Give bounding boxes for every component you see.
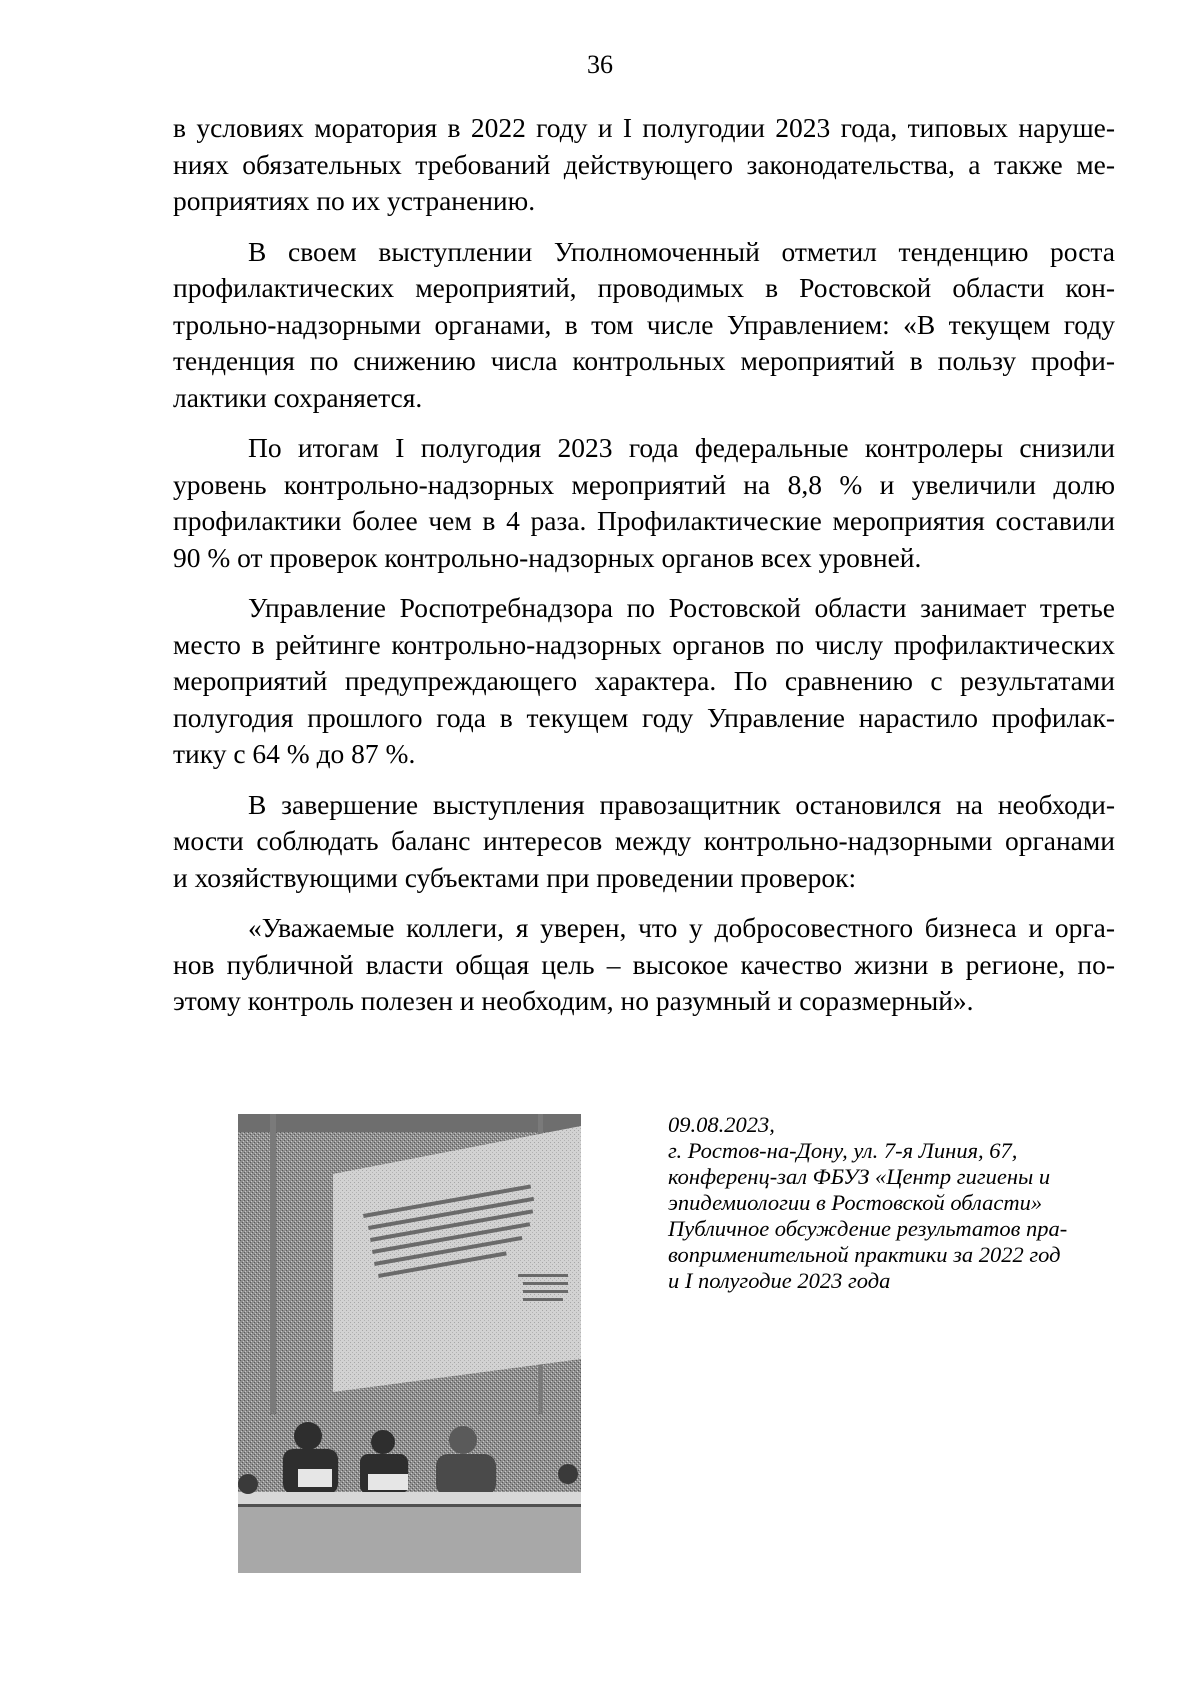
caption-line: 09.08.2023, (668, 1112, 775, 1137)
text-line: В своем выступлении Уполномоченный отметил тенденцию роста (248, 235, 1115, 267)
text-line: В завершение выступления правозащитник остановился на необходи- (248, 788, 1115, 820)
paragraph (173, 110, 1115, 220)
text-line: и хозяйствующими субъектами при проведении проверок: (173, 861, 857, 893)
caption-line: и I полугодие 2023 года (668, 1268, 891, 1293)
caption-line: эпидемиологии в Ростовской области» (668, 1190, 1043, 1215)
text-line: уровень контрольно-надзорных мероприятий на 8,8 % и увеличили долю (173, 468, 1115, 500)
text-line: тику с 64 % до 87 %. (173, 738, 416, 769)
paragraph (173, 787, 1115, 897)
text-line: место в рейтинге контрольно-надзорных органов по числу профилактических (173, 628, 1115, 660)
text-line: полугодия прошлого года в текущем году Управление нарастило профилак- (173, 701, 1115, 733)
caption-line: Публичное обсуждение результатов пра- (668, 1216, 1068, 1241)
paragraph (173, 430, 1115, 576)
text-line: профилактики более чем в 4 раза. Профилактические мероприятия составили (173, 505, 1115, 536)
text-line: 90 % от проверок контрольно-надзорных органов всех уровней. (173, 541, 922, 573)
text-line: тенденция по снижению числа контрольных мероприятий в пользу профи- (173, 345, 1115, 376)
body-text (173, 110, 1115, 1034)
caption-line: г. Ростов-на-Дону, ул. 7-я Линия, 67, (668, 1138, 1018, 1163)
text-line: трольно-надзорными органами, в том числе Управлением: «В текущем году (173, 308, 1115, 340)
text-line: этому контроль полезен и необходим, но разумный и соразмерный». (173, 985, 974, 1016)
text-line: в условиях моратория в 2022 году и I полугодии 2023 года, типовых наруше- (173, 112, 1115, 143)
text-line: мости соблюдать баланс интересов между контрольно-надзорными органами (173, 825, 1115, 856)
text-line: ниях обязательных требований действующего законодательства, а также ме- (173, 148, 1115, 180)
conference-photo (238, 1114, 581, 1573)
paragraph (173, 234, 1115, 417)
paragraph (173, 910, 1115, 1020)
text-line: «Уважаемые коллеги, я уверен, что у добросовестного бизнеса и орга- (248, 912, 1115, 943)
page-number: 36 (587, 50, 613, 79)
text-line: нов публичной власти общая цель – высокое качество жизни в регионе, по- (173, 948, 1115, 980)
text-line: лактики сохраняется. (173, 381, 423, 413)
photo-caption (668, 1112, 1128, 1294)
text-line: мероприятий предупреждающего характера. По сравнению с результатами (173, 665, 1115, 696)
text-line: роприятиях по их устранению. (173, 185, 536, 216)
caption-line: конференц-зал ФБУЗ «Центр гигиены и (668, 1164, 1051, 1189)
paragraph (173, 590, 1115, 773)
text-line: По итогам I полугодия 2023 года федеральные контролеры снизили (248, 432, 1115, 463)
text-line: Управление Роспотребнадзора по Ростовской области занимает третье (248, 592, 1115, 623)
text-line: профилактических мероприятий, проводимых в Ростовской области кон- (173, 272, 1115, 303)
caption-line: воприменительной практики за 2022 год (668, 1242, 1061, 1267)
